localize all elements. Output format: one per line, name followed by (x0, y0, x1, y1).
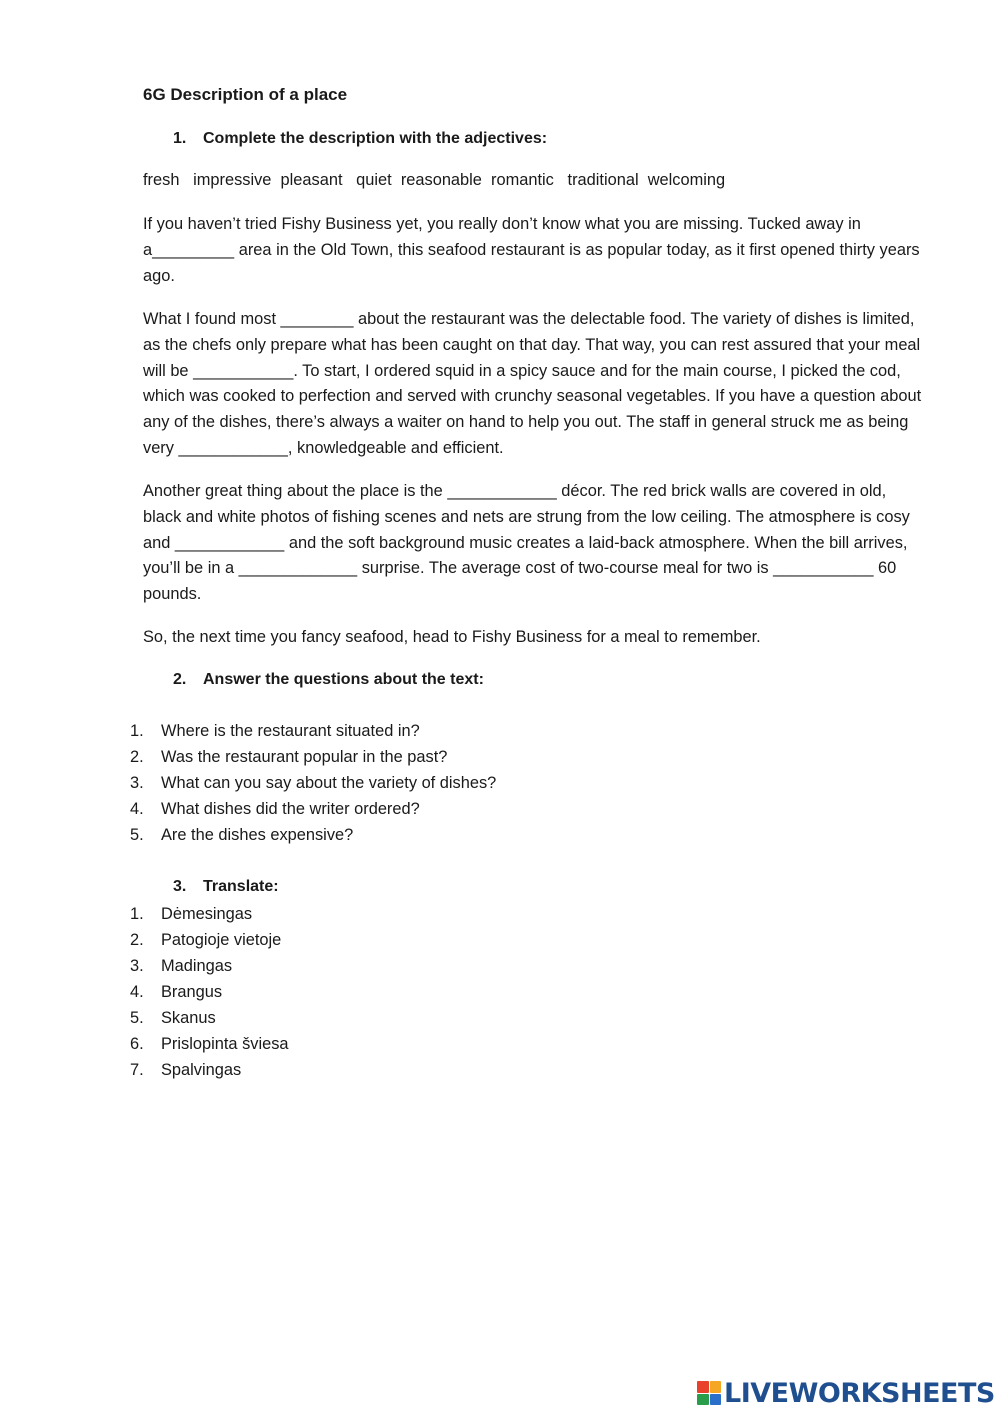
question-number: 1. (130, 722, 144, 740)
logo-square (697, 1394, 709, 1406)
translate-number: 5. (130, 1009, 144, 1027)
paragraph-line: What I found most ________ about the restaurant was the delectable food. The variety of dishes is limited, (143, 310, 915, 328)
paragraph-1 (143, 212, 953, 289)
translate-number: 2. (130, 931, 144, 949)
paragraph-4 (143, 625, 953, 651)
translate-text: Brangus (161, 983, 223, 1001)
translate-number: 4. (130, 983, 144, 1001)
paragraph-line: Another great thing about the place is the ____________ décor. The red brick walls are covered in old, (143, 482, 887, 500)
translate-number: 1. (130, 905, 144, 923)
question-text: Are the dishes expensive? (161, 826, 354, 844)
logo-square (710, 1394, 722, 1406)
translate-text: Skanus (161, 1009, 216, 1027)
translate-item (130, 953, 289, 979)
word-bank: fresh impressive pleasant quiet reasonable romantic traditional welcoming (143, 171, 726, 189)
translate-text: Dėmesingas (161, 905, 253, 923)
translate-number: 6. (130, 1035, 144, 1053)
question-text: Where is the restaurant situated in? (161, 722, 420, 740)
question-item (130, 796, 496, 822)
logo-text: LIVEWORKSHEETS (724, 1377, 995, 1409)
paragraph-line: which was cooked to perfection and served with crunchy seasonal vegetables. If you have a question about (143, 387, 922, 406)
question-text: Was the restaurant popular in the past? (161, 748, 448, 766)
paragraph-line: pounds. (143, 585, 202, 604)
translate-item (130, 901, 289, 927)
paragraph-line: you’ll be in a _____________ surprise. The average cost of two-course meal for two is ___________ 60 (143, 559, 897, 578)
translate-item (130, 979, 289, 1005)
translate-list (130, 901, 289, 1083)
translate-item (130, 927, 289, 953)
section-1-heading-text: Complete the description with the adjectives: (203, 130, 548, 147)
question-item (130, 822, 496, 848)
page-title: 6G Description of a place (143, 85, 348, 104)
question-number: 3. (130, 774, 144, 792)
translate-number: 3. (130, 957, 144, 975)
translate-item (130, 1005, 289, 1031)
paragraph-line: black and white photos of fishing scenes and nets are strung from the low ceiling. The atmosphere is cosy (143, 507, 910, 526)
question-number: 4. (130, 800, 144, 818)
section-2-number: 2. (173, 671, 187, 688)
paragraph-line: If you haven’t tried Fishy Business yet, you really don’t know what you are missing. Tucked away in (143, 215, 861, 233)
paragraph-line: as the chefs only prepare what has been caught on that day. That way, you can rest assured that your meal (143, 335, 921, 354)
translate-text: Spalvingas (161, 1061, 242, 1079)
translate-number: 7. (130, 1061, 144, 1079)
logo-mark-icon (697, 1381, 721, 1405)
paragraph-line: So, the next time you fancy seafood, head to Fishy Business for a meal to remember. (143, 628, 761, 646)
section-3-heading (173, 878, 279, 896)
paragraph-line: very ____________, knowledgeable and efficient. (143, 438, 504, 457)
question-item (130, 718, 496, 744)
question-item (130, 770, 496, 796)
translate-item (130, 1057, 289, 1083)
question-number: 5. (130, 826, 144, 844)
paragraph-3 (143, 479, 953, 608)
paragraph-line: any of the dishes, there’s always a waiter on hand to help you out. The staff in general struck me as being (143, 413, 909, 432)
question-number: 2. (130, 748, 144, 766)
paragraph-line: ago. (143, 266, 175, 285)
question-text: What can you say about the variety of dishes? (161, 774, 497, 792)
logo-square (710, 1381, 722, 1393)
paragraph-line: will be ___________. To start, I ordered squid in a spicy sauce and for the main course, I picked the cod, (143, 361, 901, 380)
translate-text: Prislopinta šviesa (161, 1035, 289, 1053)
paragraph-2 (143, 307, 953, 462)
section-3-heading-text: Translate: (203, 878, 279, 895)
liveworksheets-logo[interactable] (697, 1378, 995, 1408)
paragraph-line: a_________ area in the Old Town, this seafood restaurant is as popular today, as it first opened thirty years (143, 240, 920, 259)
translate-item (130, 1031, 289, 1057)
questions-list (130, 718, 496, 848)
section-1-heading (173, 130, 547, 148)
logo-square (697, 1381, 709, 1393)
translate-text: Madingas (161, 957, 233, 975)
question-text: What dishes did the writer ordered? (161, 800, 420, 818)
section-2-heading (173, 671, 484, 689)
question-item (130, 744, 496, 770)
section-3-number: 3. (173, 878, 187, 895)
section-2-heading-text: Answer the questions about the text: (203, 671, 484, 688)
section-1-number: 1. (173, 130, 187, 147)
paragraph-line: and ____________ and the soft background music creates a laid-back atmosphere. When the bill arrives, (143, 533, 908, 552)
translate-text: Patogioje vietoje (161, 931, 282, 949)
